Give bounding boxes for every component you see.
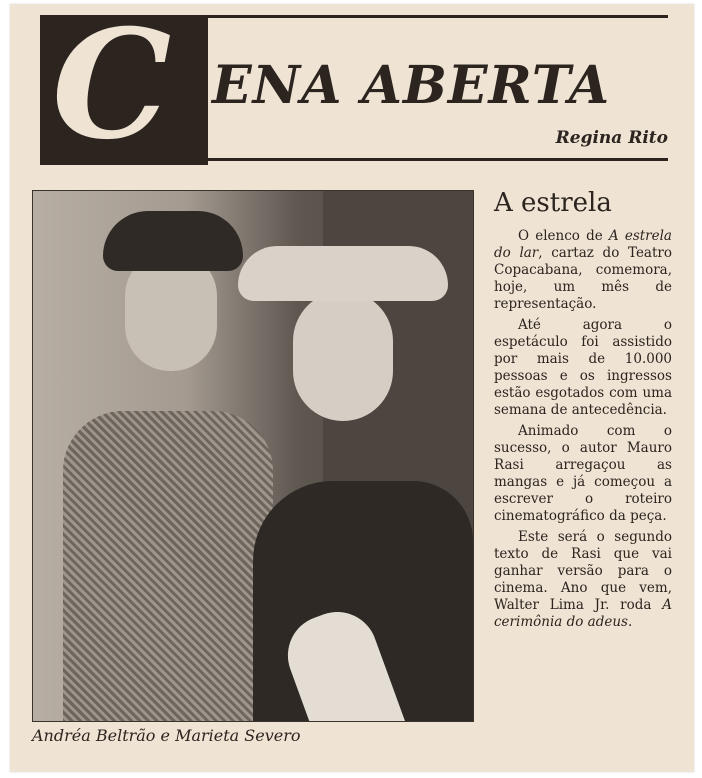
- article-paragraph: Animado com o sucesso, o autor Mauro Rasi arregaçou as mangas e já começou a escrever o roteiro cinematográfico da peça.: [494, 423, 672, 524]
- left-figure: [63, 411, 273, 722]
- byline: Regina Rito: [555, 128, 668, 148]
- article-body: [494, 228, 672, 635]
- header-bottom-rule: [190, 158, 668, 161]
- column-title: ENA ABERTA: [212, 55, 611, 116]
- article-paragraph: O elenco de A estrela do lar, cartaz do Teatro Copacabana, comemora, hoje, um mês de representação.: [494, 228, 672, 312]
- title-initial: C: [52, 0, 168, 173]
- photo: [32, 190, 474, 722]
- photo-caption: Andréa Beltrão e Marieta Severo: [32, 726, 301, 745]
- article-headline: A estrela: [494, 188, 612, 218]
- article-paragraph: Até agora o espetáculo foi assistido por mais de 10.000 pessoas e os ingressos estão esgotados com uma semana de antecedência.: [494, 317, 672, 418]
- header-top-rule: [208, 15, 668, 18]
- article-paragraph: Este será o segundo texto de Rasi que vai ganhar versão para o cinema. Ano que vem, Walter Lima Jr. roda A cerimônia do adeus.: [494, 529, 672, 630]
